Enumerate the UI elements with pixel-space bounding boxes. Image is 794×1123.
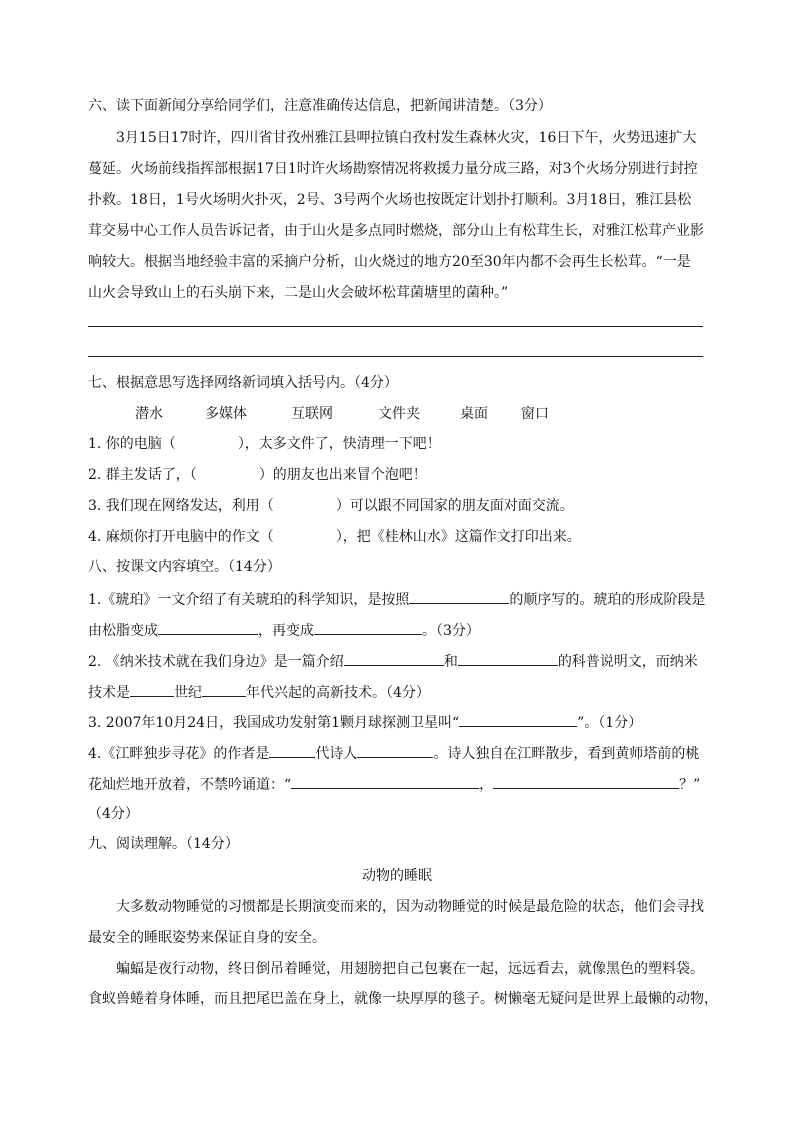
question-text: ，再变成 — [258, 623, 314, 639]
article-line: 食蚁兽蜷着身体睡，而且把尾巴盖在身上，就像一块厚厚的毯子。树懒毫无疑问是世界上最懒的动物， — [88, 991, 718, 1007]
question-text: 3. 2007年10月24日，我国成功发射第1颗月球探测卫星叫“ — [88, 715, 460, 731]
section-6-title: 六、读下面新闻分享给同学们，注意准确传达信息，把新闻讲清楚。（3分） — [88, 98, 552, 114]
question-text: 代诗人 — [315, 746, 358, 762]
question-text: 年代兴起的高新技术。（4分） — [246, 685, 430, 701]
answer-line-2[interactable] — [88, 356, 703, 357]
question-8-4 — [88, 742, 699, 764]
question-8-1 — [88, 588, 705, 610]
question-text: 世纪 — [174, 685, 202, 701]
question-text: 由松脂变成 — [88, 623, 158, 639]
question-text: ）的朋友也出来冒个泡吧！ — [258, 467, 427, 483]
question-text: ），太多文件了，快清理一下吧！ — [237, 436, 441, 452]
question-text: 1. 你的电脑（ — [88, 436, 176, 452]
question-text: 4.《江畔独步寻花》的作者是 — [88, 746, 270, 762]
question-text: ？” — [679, 777, 701, 793]
answer-line-1[interactable] — [88, 326, 703, 327]
news-line: 3月15日17时许，四川省甘孜州雅江县呷拉镇白孜村发生森林火灾，16日下午，火势迅速扩大 — [116, 130, 697, 146]
fill-in-blank[interactable] — [458, 650, 558, 666]
fill-in-blank[interactable] — [158, 619, 258, 635]
section-8-title: 八、按课文内容填空。（14分） — [88, 559, 281, 575]
question-text: 2. 群主发话了，（ — [88, 467, 197, 483]
question-text: 和 — [443, 654, 458, 670]
question-text: 花灿烂地开放着，不禁吟诵道：“ — [88, 777, 292, 793]
news-line: 山火会导致山上的石头崩下来，二是山火会破坏松茸菌塘里的菌种。” — [88, 285, 509, 301]
question-text: 的科普说明文，而纳米 — [557, 654, 698, 670]
question-8-2 — [88, 650, 698, 672]
article-line: 大多数动物睡觉的习惯都是长期演变而来的，因为动物睡觉的时候是最危险的状态，他们会寻找 — [116, 899, 704, 915]
question-8-4-cont — [88, 773, 700, 795]
news-line: 扑救。18日，1号火场明火扑灭，2号、3号两个火场也按既定计划扑打顺利。3月18日，雅江县松 — [88, 192, 692, 208]
question-text: 。（3分） — [422, 623, 480, 639]
news-line: 蔓延。火场前线指挥部根据17日1时许火场勘察情况将救援力量分成三路，对3个火场分别进行封控 — [88, 161, 698, 177]
article-title: 动物的睡眠 — [362, 868, 432, 884]
fill-in-blank[interactable] — [130, 681, 174, 697]
question-text: 2. 《纳米技术就在我们身边》是一篇介绍 — [88, 654, 344, 670]
fill-in-blank[interactable] — [269, 742, 315, 758]
fill-in-blank[interactable] — [459, 711, 577, 727]
question-text: ）可以跟不同国家的朋友面对面交流。 — [335, 498, 574, 514]
article-line: 蝙蝠是夜行动物，终日倒吊着睡觉，用翅膀把自己包裹在一起，远远看去，就像黑色的塑料袋。 — [116, 961, 704, 977]
fill-in-blank[interactable] — [409, 588, 509, 604]
question-7-3 — [88, 496, 574, 516]
question-text: 。诗人独自在江畔散步，看到黄师塔前的桃 — [433, 746, 700, 762]
question-7-2 — [88, 465, 427, 485]
word-item: 潜水 — [135, 406, 163, 422]
fill-in-blank[interactable] — [357, 742, 433, 758]
fill-in-blank[interactable] — [202, 681, 246, 697]
fill-in-blank[interactable] — [314, 619, 422, 635]
question-7-1 — [88, 434, 441, 454]
question-text: ），把《桂林山水》这篇作文打印出来。 — [335, 529, 581, 545]
section-7-title: 七、根据意思写选择网络新词填入括号内。（4分） — [88, 375, 398, 391]
fill-in-blank[interactable] — [493, 773, 679, 789]
section-9-title: 九、阅读理解。（14分） — [88, 836, 239, 852]
question-text: 3. 我们现在网络发达，利用（ — [88, 498, 274, 514]
question-8-4-score: （4分） — [88, 806, 139, 822]
fill-in-blank[interactable] — [344, 650, 444, 666]
word-item: 多媒体 — [205, 406, 247, 422]
question-text: 1.《琥珀》一文介绍了有关琥珀的科学知识，是按照 — [88, 592, 410, 608]
question-8-3 — [88, 711, 642, 733]
news-line: 茸交易中心工作人员告诉记者，由于山火是多点同时燃烧，部分山上有松茸生长，对雅江松茸产业影 — [88, 223, 704, 239]
question-7-4 — [88, 527, 581, 547]
news-line: 响较大。根据当地经验丰富的采摘户分析，山火烧过的地方20至30年内都不会再生长松茸。“一是 — [88, 254, 691, 270]
question-text: ， — [479, 777, 494, 793]
article-line: 最安全的睡眠姿势来保证自身的安全。 — [88, 930, 326, 946]
word-item: 桌面 — [460, 406, 488, 422]
word-item: 文件夹 — [378, 406, 420, 422]
question-text: 技术是 — [88, 685, 130, 701]
fill-in-blank[interactable] — [291, 773, 479, 789]
word-item: 互联网 — [291, 406, 333, 422]
word-bank — [88, 403, 648, 423]
question-text: 4. 麻烦你打开电脑中的作文（ — [88, 529, 274, 545]
question-text: ”。（1分） — [577, 715, 643, 731]
question-8-1-cont — [88, 619, 480, 641]
question-text: 的顺序写的。琥珀的形成阶段是 — [509, 592, 706, 608]
question-8-2-cont — [88, 681, 430, 703]
word-item: 窗口 — [521, 406, 549, 422]
